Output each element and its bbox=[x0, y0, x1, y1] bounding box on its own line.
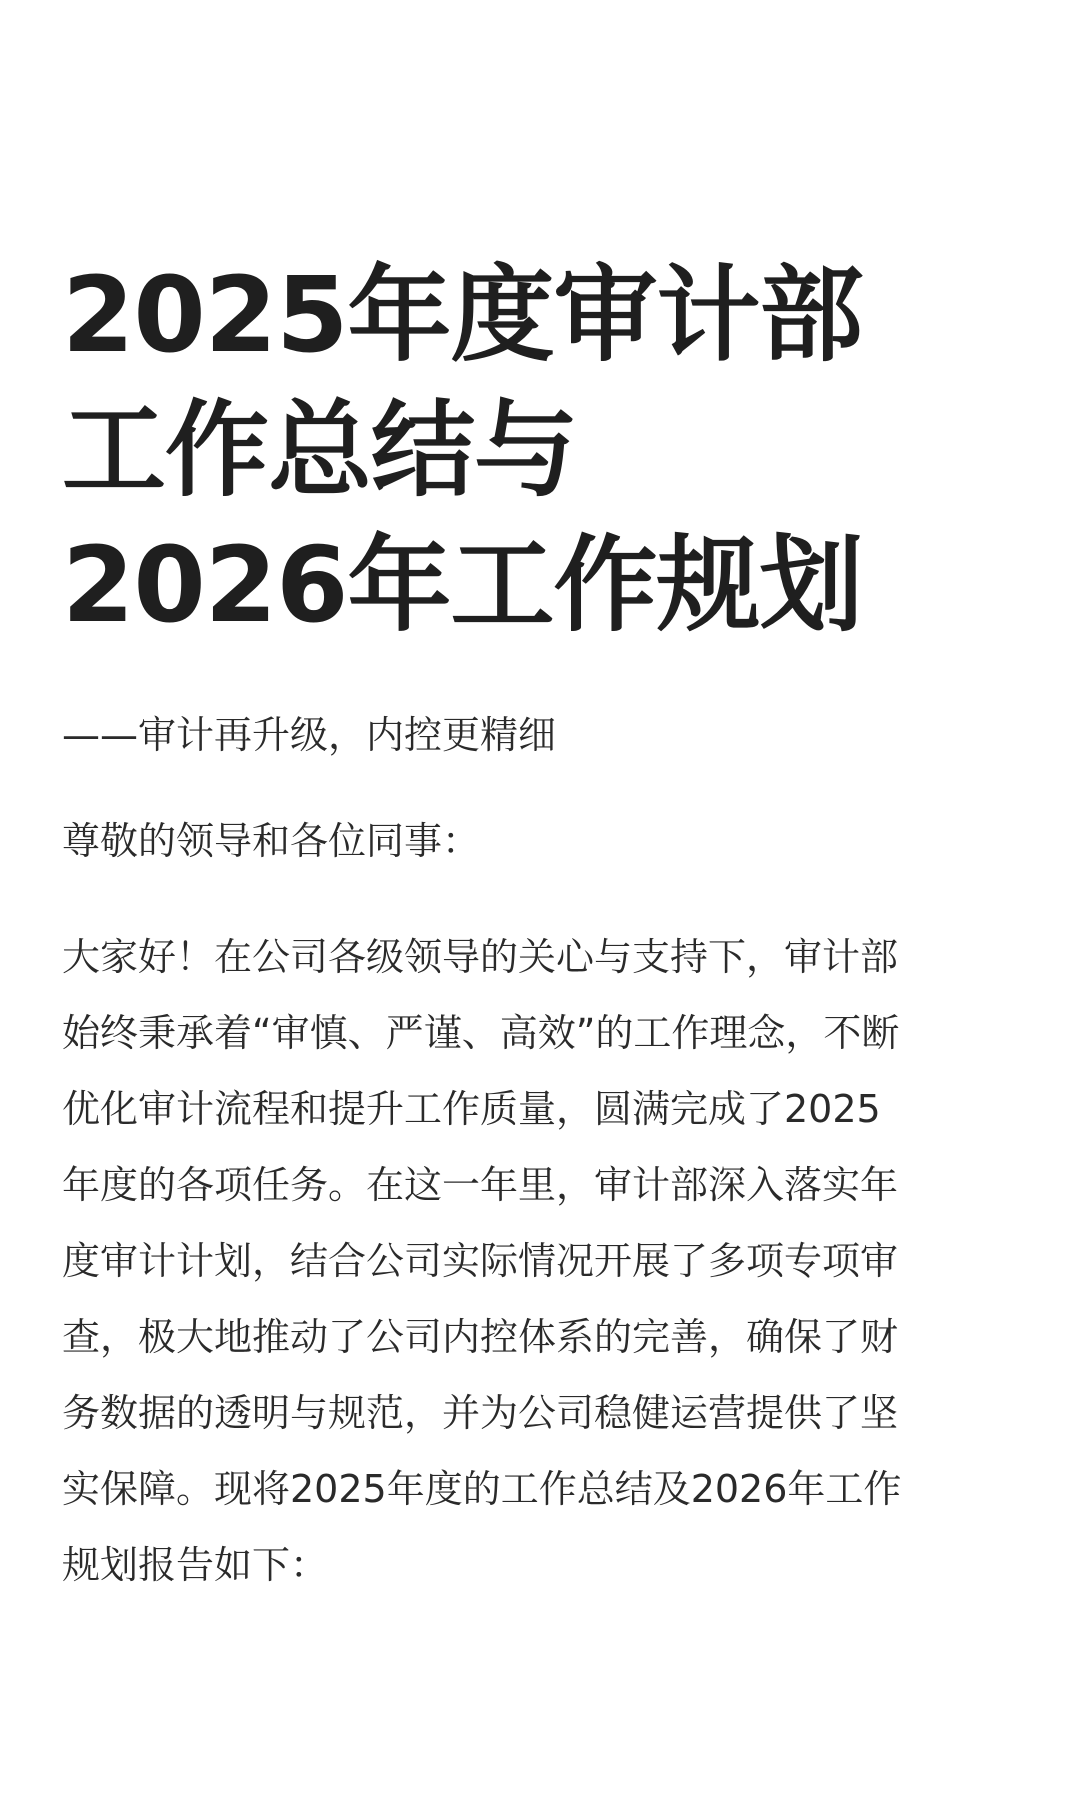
body-line: 大家好！在公司各级领导的关心与支持下，审计部 bbox=[62, 935, 899, 979]
title-line-1: 2025年度审计部 bbox=[62, 254, 863, 376]
body-line: 始终秉承着“审慎、严谨、高效”的工作理念，不断 bbox=[62, 1011, 900, 1055]
document-subtitle: ——审计再升级，内控更精细 bbox=[62, 713, 557, 757]
body-paragraph bbox=[62, 919, 1022, 1603]
body-line: 优化审计流程和提升工作质量，圆满完成了2025 bbox=[62, 1087, 881, 1131]
title-line-3: 2026年工作规划 bbox=[62, 524, 863, 646]
title-line-2: 工作总结与 bbox=[62, 389, 578, 511]
body-line: 实保障。现将2025年度的工作总结及2026年工作 bbox=[62, 1467, 902, 1511]
body-line: 查，极大地推动了公司内控体系的完善，确保了财 bbox=[62, 1315, 899, 1359]
greeting: 尊敬的领导和各位同事： bbox=[62, 819, 481, 863]
body-line: 规划报告如下： bbox=[62, 1543, 329, 1587]
document-content bbox=[62, 248, 1022, 1603]
document-title bbox=[62, 248, 1022, 653]
body-line: 务数据的透明与规范，并为公司稳健运营提供了坚 bbox=[62, 1391, 899, 1435]
body-line: 度审计计划，结合公司实际情况开展了多项专项审 bbox=[62, 1239, 899, 1283]
body-line: 年度的各项任务。在这一年里，审计部深入落实年 bbox=[62, 1163, 899, 1207]
